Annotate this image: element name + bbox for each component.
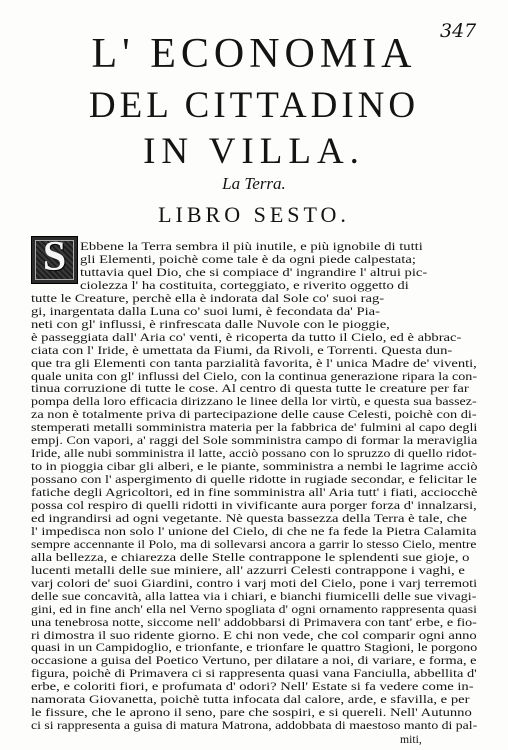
text-line: tinua corruzione di tutte le cose. Al centro di questa tutte le creature per far (31, 382, 469, 396)
text-line: figura, poichè di Primavera ci si rappresenta quasi vana Fanciulla, abbellita d' (31, 667, 477, 681)
text-line: gli Elementi, poichè come tale è da ogni piede calpestata; (80, 252, 416, 266)
text-line: ciolezza l' ha costituita, corteggiato, e riverito oggetto di (80, 278, 409, 292)
text-line: è passeggiata dall' Aria co' venti, è ricoperta da tutto il Cielo, ed è abbrac- (31, 330, 462, 344)
text-line: varj colori de' suoi Giardini, contro i varj moti del Cielo, pone i varj terremoti (31, 576, 478, 590)
decorated-initial (31, 236, 78, 284)
text-line: que tra gli Elementi con tanta parzialità favorita, è l' unica Madre de' viventi, (31, 356, 477, 370)
text-line: le fissure, che le aprono il seno, pare che sospiri, e si quereli. Nell' Autunno (31, 706, 472, 720)
title-line-3: IN VILLA. (143, 131, 365, 172)
text-line: tutte le Creature, perchè ella è indorata dal Sole co' suoi rag- (31, 291, 385, 305)
chapter-subtitle: La Terra. (222, 174, 286, 193)
text-line: quasi in un Campidoglio, e trionfante, e trionfare le quattro Stagioni, le porgono (31, 641, 478, 655)
text-line: empj. Con vapori, a' raggi del Sole somministra campo di formar la meraviglia (31, 434, 478, 448)
text-line: gini, ed in fine anch' ella nel Verno spogliata d' ogni ornamento rappresenta quasi (31, 602, 477, 616)
text-line: to in pioggia cibar gli alberi, e le piante, somministra a nembi le lagrime acciò (31, 460, 478, 474)
page-number: 347 (440, 20, 477, 42)
text-line: quale unita con gl' influssi del Cielo, con la continua generazione ripara la con- (31, 369, 478, 383)
title-line-2: DEL CITTADINO (88, 85, 420, 126)
text-line: ed ingrandirsi ad ogni vegetante. Nè questa bassezza della Terra è tale, che (31, 511, 467, 525)
title-line-1: L' ECONOMIA (91, 31, 417, 77)
text-line: namorata Giovanetta, poichè tutta infocata dal calore, arde, e sfavilla, e per (31, 693, 470, 707)
text-line: tuttavia quel Dio, che si compiace d' ingrandire l' altrui pic- (80, 265, 428, 279)
text-line: delle sue concavità, alla lattea via i chiari, e bianchi fiumicelli delle sue vivagi- (31, 589, 477, 603)
catchword: miti, (400, 733, 422, 746)
text-line: ri dimostra il suo ridente giorno. E chi non vede, che col comparir ogni anno (31, 628, 477, 642)
text-line: fatiche degli Agricoltori, ed in fine somministra all' Aria tutt' i fiati, acciocchè (31, 486, 478, 500)
text-line: occasione a guisa del Poetico Vertuno, per dilatare a noi, di variare, e forma, e (31, 654, 477, 668)
text-line: ciata con l' Iride, è umettata da Fiumi, da Rivoli, e Torrenti. Questa dun- (31, 343, 453, 357)
text-line: gi, inargentata dalla Luna co' suoi lumi, è fecondata da' Pia- (31, 304, 381, 318)
text-line: sempre accennante il Polo, ma di sollevarsi ancora a garrir lo stesso Cielo, mentre (31, 537, 477, 551)
book-heading: LIBRO SESTO. (158, 202, 350, 227)
text-line: possano con l' aspergimento di quelle ridotte in rugiade secondar, e felicitar le (31, 473, 477, 487)
text-line: neti con gl' influssi, è rinfrescata dalle Nuvole con le pioggie, (31, 317, 390, 331)
text-line: ci si rappresenta a guisa di matura Matrona, addobbata di maestoso manto di pal- (31, 719, 478, 733)
text-line: una tenebrosa notte, siccome nell' addobbarsi di Primavera con tant' erbe, e fio- (31, 615, 477, 629)
text-line: erbe, e coloriti fiori, e profumata d' odori? Nell' Estate si fa vedere come in- (31, 680, 474, 694)
text-line: alla bellezza, e chiarezza delle Stelle contrappone le splendenti sue gioje, o (31, 550, 470, 564)
text-line: stemperati metalli somministra materia per la fabbrica de' fulmini al capo degli (31, 421, 478, 435)
text-line: za non è totalmente priva di partecipazione delle cause Celesti, poichè con di- (31, 408, 477, 422)
text-line: l' impedisca non solo l' unione del Cielo, di che ne fa fede la Pietra Calamita (31, 524, 477, 538)
initial-letter: S (42, 234, 67, 280)
text-line: lucenti metalli delle sue miniere, all' azzurri Celesti contrappone i vaghi, e (31, 563, 465, 577)
text-line: possa col respiro di quelli ridotti in vivificante aura porger forza d' innalzarsi, (31, 499, 477, 512)
text-line: Ebbene la Terra sembra il più inutile, e più ignobile di tutti (80, 240, 423, 253)
text-line: pompa della loro efficacia dirizzano le linee della lor virtù, e questa sua bassez- (31, 395, 477, 409)
text-line: Iride, alle nubi somministra il latte, acciò possano con lo spruzzo di quello ridot- (31, 447, 477, 461)
